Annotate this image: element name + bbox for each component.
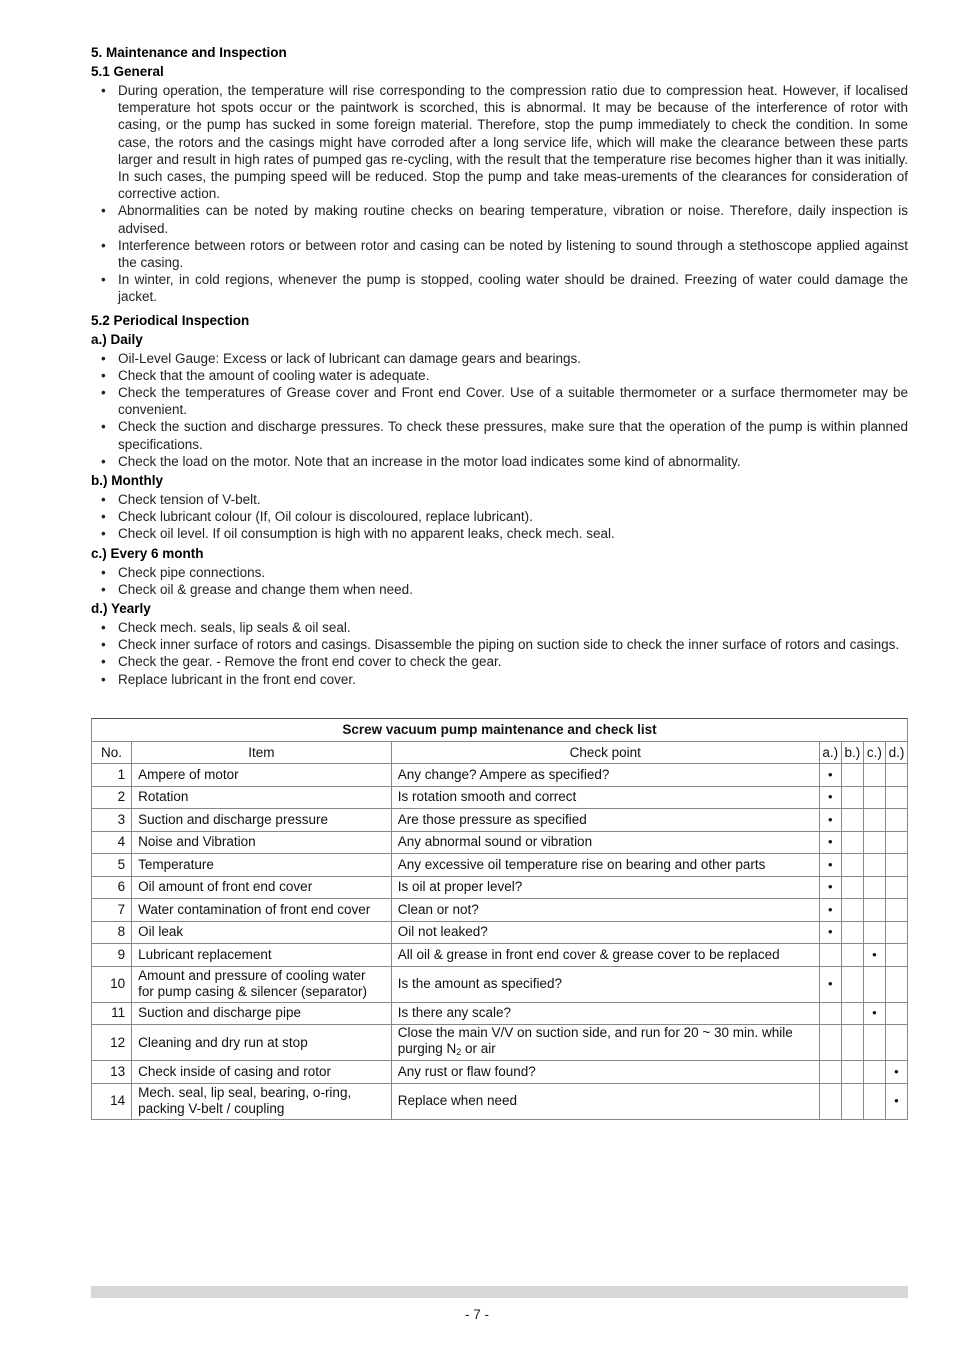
row-check-point: All oil & grease in front end cover & grease cover to be replaced xyxy=(391,944,819,967)
row-item: Rotation xyxy=(132,786,392,809)
interval-c-cell xyxy=(863,1025,885,1061)
list-item: • Check the load on the motor. Note that an increase in the motor load indicates some kind of abnormality. xyxy=(91,453,908,470)
table-row xyxy=(92,944,908,967)
row-check-point: Any excessive oil temperature rise on bearing and other parts xyxy=(391,854,819,877)
check-point-text: or air xyxy=(461,1041,496,1056)
row-number: 6 xyxy=(92,876,132,899)
list-item: • Replace lubricant in the front end cover. xyxy=(91,671,908,688)
row-number: 10 xyxy=(92,966,132,1002)
table-row xyxy=(92,921,908,944)
row-check-point: Is there any scale? xyxy=(391,1002,819,1025)
row-item: Mech. seal, lip seal, bearing, o-ring, packing V-belt / coupling xyxy=(132,1083,392,1119)
row-check-point: Are those pressure as specified xyxy=(391,809,819,832)
row-number: 14 xyxy=(92,1083,132,1119)
row-number: 8 xyxy=(92,921,132,944)
list-item: • Check the suction and discharge pressures. To check these pressures, make sure that the operation of the pump is within planned specifications. xyxy=(91,418,908,452)
interval-b-cell xyxy=(841,786,863,809)
monthly-title: b.) Monthly xyxy=(91,473,163,489)
row-check-point: Any abnormal sound or vibration xyxy=(391,831,819,854)
table-body xyxy=(92,764,908,1120)
check-mark: • xyxy=(828,879,833,895)
footer-bar xyxy=(91,1286,908,1298)
interval-d-cell xyxy=(885,1002,907,1025)
interval-d-cell xyxy=(885,831,907,854)
monthly-list xyxy=(91,491,908,543)
row-item: Check inside of casing and rotor xyxy=(132,1061,392,1084)
row-check-point: Is oil at proper level? xyxy=(391,876,819,899)
section-title: 5. Maintenance and Inspection xyxy=(91,45,287,60)
row-item: Cleaning and dry run at stop xyxy=(132,1025,392,1061)
row-item: Suction and discharge pipe xyxy=(132,1002,392,1025)
interval-b-cell xyxy=(841,854,863,877)
header-a: a.) xyxy=(819,742,841,764)
interval-d-cell xyxy=(885,944,907,967)
row-check-point: Clean or not? xyxy=(391,899,819,922)
check-mark: • xyxy=(828,856,833,872)
list-item: • Oil-Level Gauge: Excess or lack of lubricant can damage gears and bearings. xyxy=(91,350,908,367)
interval-a-cell xyxy=(819,764,841,787)
row-check-point: Is rotation smooth and correct xyxy=(391,786,819,809)
row-number: 2 xyxy=(92,786,132,809)
check-mark: • xyxy=(894,1093,899,1108)
row-number: 5 xyxy=(92,854,132,877)
table-row xyxy=(92,966,908,1002)
row-check-point: Oil not leaked? xyxy=(391,921,819,944)
list-item: • During operation, the temperature will rise corresponding to the compression ratio due to compression heat. However, if localised temperature hot spots occur or the paintwork is scorched, this is abnormal. It may be because of the interference of rotor with casing, or the pump has sucked in some foreign material. Therefore, stop the pump immediately to check the condition. In some case, the rotors and the casings might have corroded after a long service life, which will make the clearance between these parts larger and result in high rates of pumped gas re-cycling, with the result that the temperature rise becomes higher than it was initially. In such cases, the pumping speed will be reduced. Stop the pump and take meas-urements of the clearances for consideration of corrective action. xyxy=(91,82,908,202)
header-item: Item xyxy=(132,742,392,764)
periodical-title: 5.2 Periodical Inspection xyxy=(91,312,250,328)
table-caption: Screw vacuum pump maintenance and check list xyxy=(92,719,908,742)
interval-a-cell xyxy=(819,1002,841,1025)
check-mark: • xyxy=(872,946,877,962)
list-item: • Check lubricant colour (If, Oil colour is discoloured, replace lubricant). xyxy=(91,508,908,525)
interval-a-cell xyxy=(819,921,841,944)
interval-c-cell xyxy=(863,966,885,1002)
check-mark: • xyxy=(828,924,833,940)
header-check-point: Check point xyxy=(391,742,819,764)
interval-d-cell xyxy=(885,1083,907,1119)
check-mark: • xyxy=(872,1005,877,1021)
row-item: Noise and Vibration xyxy=(132,831,392,854)
table-row xyxy=(92,899,908,922)
check-mark: • xyxy=(828,901,833,917)
row-number: 4 xyxy=(92,831,132,854)
page-number: - 7 - xyxy=(464,1307,489,1322)
row-item: Lubricant replacement xyxy=(132,944,392,967)
row-item: Temperature xyxy=(132,854,392,877)
six-month-title: c.) Every 6 month xyxy=(91,545,204,561)
interval-b-cell xyxy=(841,764,863,787)
interval-b-cell xyxy=(841,921,863,944)
table-row xyxy=(92,831,908,854)
interval-c-cell xyxy=(863,921,885,944)
check-mark: • xyxy=(828,834,833,850)
interval-d-cell xyxy=(885,1025,907,1061)
list-item: • Check that the amount of cooling water is adequate. xyxy=(91,367,908,384)
list-item: • Check oil & grease and change them when need. xyxy=(91,581,908,598)
check-mark: • xyxy=(828,766,833,782)
maintenance-check-table xyxy=(91,718,908,1120)
row-number: 3 xyxy=(92,809,132,832)
row-number: 13 xyxy=(92,1061,132,1084)
table-row xyxy=(92,786,908,809)
interval-c-cell xyxy=(863,876,885,899)
interval-d-cell xyxy=(885,786,907,809)
interval-d-cell xyxy=(885,966,907,1002)
row-number: 12 xyxy=(92,1025,132,1061)
yearly-title: d.) Yearly xyxy=(91,601,151,617)
interval-d-cell xyxy=(885,854,907,877)
table-row xyxy=(92,1002,908,1025)
interval-b-cell xyxy=(841,1061,863,1084)
daily-title: a.) Daily xyxy=(91,331,143,347)
general-title: 5.1 General xyxy=(91,64,164,79)
header-c: c.) xyxy=(863,742,885,764)
check-mark: • xyxy=(828,811,833,827)
interval-a-cell xyxy=(819,944,841,967)
interval-d-cell xyxy=(885,1061,907,1084)
row-item: Ampere of motor xyxy=(132,764,392,787)
header-d: d.) xyxy=(885,742,907,764)
interval-d-cell xyxy=(885,876,907,899)
interval-a-cell xyxy=(819,786,841,809)
interval-b-cell xyxy=(841,899,863,922)
list-item: • Interference between rotors or between rotor and casing can be noted by listening to sound through a stethoscope applied against the casing. xyxy=(91,237,908,271)
interval-c-cell xyxy=(863,944,885,967)
interval-c-cell xyxy=(863,1061,885,1084)
interval-b-cell xyxy=(841,1025,863,1061)
six-month-list xyxy=(91,564,908,598)
interval-b-cell xyxy=(841,876,863,899)
list-item: • Abnormalities can be noted by making routine checks on bearing temperature, vibration or noise. Therefore, daily inspection is advised. xyxy=(91,202,908,236)
interval-b-cell xyxy=(841,944,863,967)
row-check-point xyxy=(391,1025,819,1061)
table-row xyxy=(92,764,908,787)
interval-a-cell xyxy=(819,854,841,877)
table-row xyxy=(92,876,908,899)
list-item: • Check oil level. If oil consumption is high with no apparent leaks, check mech. seal. xyxy=(91,525,908,542)
interval-a-cell xyxy=(819,1083,841,1119)
interval-b-cell xyxy=(841,831,863,854)
check-mark: • xyxy=(828,976,833,991)
interval-a-cell xyxy=(819,966,841,1002)
row-check-point: Replace when need xyxy=(391,1083,819,1119)
interval-a-cell xyxy=(819,876,841,899)
general-list xyxy=(91,82,908,306)
document-body xyxy=(91,44,908,688)
row-item: Amount and pressure of cooling water for pump casing & silencer (separator) xyxy=(132,966,392,1002)
row-number: 9 xyxy=(92,944,132,967)
interval-b-cell xyxy=(841,809,863,832)
row-number: 11 xyxy=(92,1002,132,1025)
interval-d-cell xyxy=(885,921,907,944)
table-row xyxy=(92,809,908,832)
interval-d-cell xyxy=(885,764,907,787)
row-item: Suction and discharge pressure xyxy=(132,809,392,832)
interval-c-cell xyxy=(863,831,885,854)
list-item: • Check tension of V-belt. xyxy=(91,491,908,508)
row-check-point: Is the amount as specified? xyxy=(391,966,819,1002)
interval-a-cell xyxy=(819,1061,841,1084)
interval-c-cell xyxy=(863,786,885,809)
interval-a-cell xyxy=(819,1025,841,1061)
row-number: 7 xyxy=(92,899,132,922)
row-item: Water contamination of front end cover xyxy=(132,899,392,922)
interval-c-cell xyxy=(863,764,885,787)
check-mark: • xyxy=(828,789,833,805)
header-no: No. xyxy=(92,742,132,764)
interval-c-cell xyxy=(863,1002,885,1025)
list-item: • Check pipe connections. xyxy=(91,564,908,581)
interval-c-cell xyxy=(863,809,885,832)
interval-a-cell xyxy=(819,899,841,922)
row-item: Oil amount of front end cover xyxy=(132,876,392,899)
interval-b-cell xyxy=(841,1002,863,1025)
row-check-point: Any rust or flaw found? xyxy=(391,1061,819,1084)
table-row xyxy=(92,1083,908,1119)
table-row xyxy=(92,1025,908,1061)
list-item: • Check the temperatures of Grease cover and Front end Cover. Use of a suitable thermometer or a surface thermometer may be convenient. xyxy=(91,384,908,418)
interval-d-cell xyxy=(885,899,907,922)
list-item: • Check mech. seals, lip seals & oil seal. xyxy=(91,619,908,636)
table-header-row xyxy=(92,742,908,764)
check-point-text: Close the main V/V on suction side, and run for 20 ~ 30 min. while purging N xyxy=(397,1025,793,1056)
interval-b-cell xyxy=(841,966,863,1002)
row-check-point: Any change? Ampere as specified? xyxy=(391,764,819,787)
interval-a-cell xyxy=(819,809,841,832)
list-item: • In winter, in cold regions, whenever the pump is stopped, cooling water should be drained. Freezing of water could damage the jacket. xyxy=(91,271,908,305)
subscript: 2 xyxy=(456,1047,462,1057)
interval-b-cell xyxy=(841,1083,863,1119)
header-b: b.) xyxy=(841,742,863,764)
list-item: • Check the gear. - Remove the front end cover to check the gear. xyxy=(91,653,908,670)
check-mark: • xyxy=(894,1063,899,1079)
interval-c-cell xyxy=(863,854,885,877)
list-item: • Check inner surface of rotors and casings. Disassemble the piping on suction side to check the inner surface of rotors and casings. xyxy=(91,636,908,653)
daily-list xyxy=(91,350,908,470)
interval-c-cell xyxy=(863,899,885,922)
row-number: 1 xyxy=(92,764,132,787)
table-row xyxy=(92,854,908,877)
interval-a-cell xyxy=(819,831,841,854)
interval-c-cell xyxy=(863,1083,885,1119)
row-item: Oil leak xyxy=(132,921,392,944)
yearly-list xyxy=(91,619,908,688)
interval-d-cell xyxy=(885,809,907,832)
table-row xyxy=(92,1061,908,1084)
